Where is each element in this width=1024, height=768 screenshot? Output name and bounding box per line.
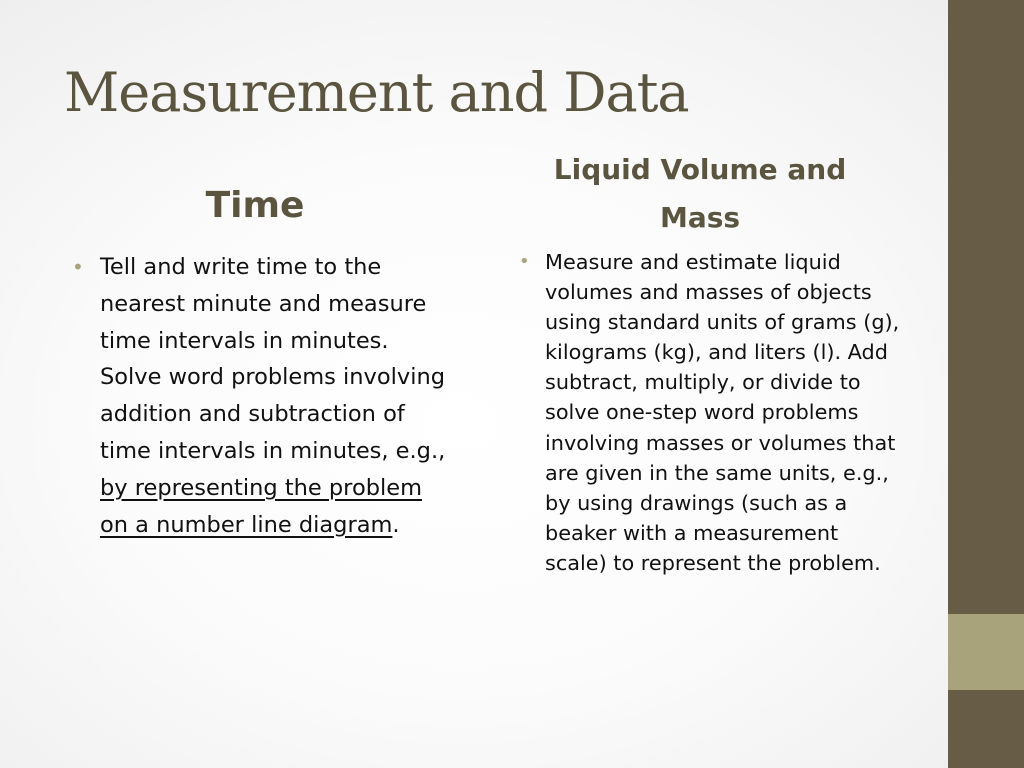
side-accent-block xyxy=(948,614,1024,690)
time-bullet xyxy=(72,249,452,543)
bullet-dot-icon: • xyxy=(72,255,84,279)
time-bullet-text: Tell and write time to the nearest minute and measure time intervals in minutes. Solve word problems involving addition and subtraction of time intervals in minutes, e.g., xyxy=(100,254,446,464)
number-line-diagram-link[interactable]: by representing the problem on a number line diagram xyxy=(100,474,422,538)
time-heading: Time xyxy=(205,185,305,226)
time-bullet-end: . xyxy=(392,511,400,538)
liquid-volume-mass-heading: Liquid Volume and Mass xyxy=(553,153,847,234)
liquid-volume-bullet-text: Measure and estimate liquid volumes and masses of objects using standard units of grams (g), kilograms (kg), and liters (l). Add subtract, multiply, or divide to solve one-step word problems involving masses or volumes that are given in the same units, e.g., by using drawings (such as a beaker with a measurement scale) to represent the problem. xyxy=(545,250,900,575)
liquid-volume-bullet xyxy=(519,247,905,578)
bullet-dot-icon: • xyxy=(519,251,530,272)
slide-title: Measurement and Data xyxy=(64,61,689,124)
